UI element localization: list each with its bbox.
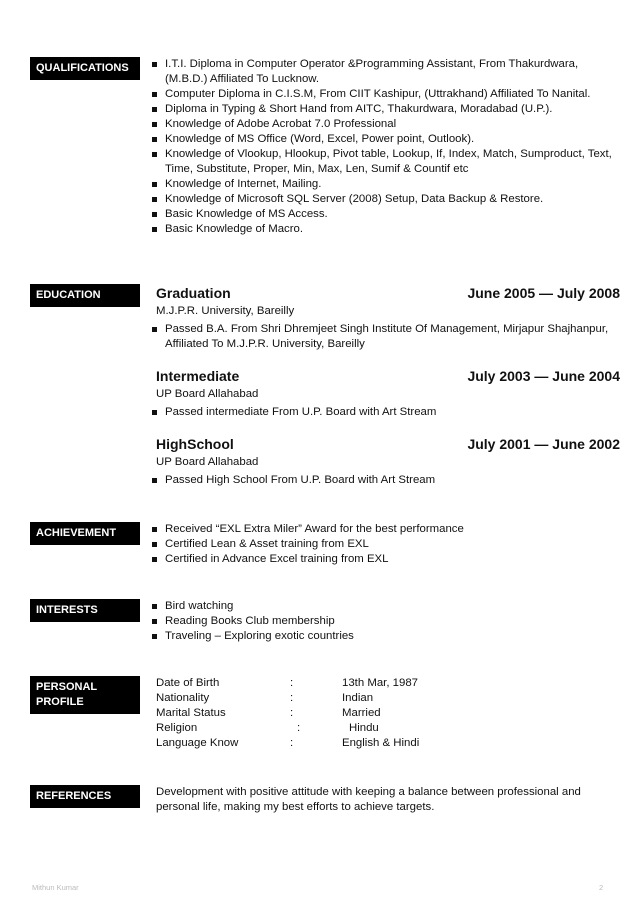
education-entry-dates: July 2001 — June 2002 <box>467 436 620 452</box>
personal-profile-table <box>156 676 419 751</box>
education-entry-title: Intermediate <box>156 368 240 384</box>
references-text: Development with positive attitude with keeping a balance between professional and personal life, making my best efforts to achieve targets. <box>156 786 581 813</box>
list-item: Reading Books Club membership <box>156 614 620 629</box>
profile-value: Hindu <box>349 722 379 734</box>
education-entry-details <box>156 473 620 488</box>
education-label: EDUCATION <box>30 284 140 307</box>
qualifications-list <box>156 57 620 237</box>
interests-content <box>156 599 620 644</box>
personal-profile-label <box>30 676 140 714</box>
list-item: Passed High School From U.P. Board with Art Stream <box>156 473 620 488</box>
list-item: Computer Diploma in C.I.S.M, From CIIT Kashipur, (Uttrakhand) Affiliated To Nanital. <box>156 87 620 102</box>
references-label: REFERENCES <box>30 785 140 808</box>
list-item: Knowledge of Adobe Acrobat 7.0 Professional <box>156 117 620 132</box>
education-entry-institution: M.J.P.R. University, Bareilly <box>156 305 295 317</box>
list-item: Knowledge of Microsoft SQL Server (2008) Setup, Data Backup & Restore. <box>156 192 620 207</box>
achievement-list <box>156 522 620 567</box>
list-item: Knowledge of Vlookup, Hlookup, Pivot table, Lookup, If, Index, Match, Sumproduct, Text, Time, Substitute, Proper, Min, Max, Len, Sumif & Countif etc <box>156 147 620 177</box>
personal-profile-label-line1: PERSONAL <box>36 681 98 693</box>
profile-value: 13th Mar, 1987 <box>342 677 418 689</box>
footer-name: Mithun Kumar <box>32 883 79 892</box>
profile-key: Marital Status <box>156 707 226 719</box>
education-content <box>156 284 620 503</box>
list-item: Diploma in Typing & Short Hand from AITC, Thakurdwara, Moradabad (U.P.). <box>156 102 620 117</box>
achievement-label: ACHIEVEMENT <box>30 522 140 545</box>
education-entry-details <box>156 322 620 352</box>
education-entry-highschool <box>156 435 620 488</box>
profile-key: Religion <box>156 722 198 734</box>
list-item: Knowledge of Internet, Mailing. <box>156 177 620 192</box>
education-entry-institution: UP Board Allahabad <box>156 388 259 400</box>
qualifications-label: QUALIFICATIONS <box>30 57 140 80</box>
education-entry-institution: UP Board Allahabad <box>156 456 259 468</box>
profile-separator: : <box>290 707 294 719</box>
education-entry-header <box>156 367 620 385</box>
education-entry-details <box>156 405 620 420</box>
profile-separator: : <box>290 737 294 749</box>
achievement-content <box>156 522 620 567</box>
interests-label: INTERESTS <box>30 599 140 622</box>
list-item: Passed B.A. From Shri Dhremjeet Singh Institute Of Management, Mirjapur Shajhanpur, Affiliated To M.J.P.R. University, Bareilly <box>156 322 620 352</box>
profile-key: Nationality <box>156 692 210 704</box>
list-item: Knowledge of MS Office (Word, Excel, Power point, Outlook). <box>156 132 620 147</box>
personal-profile-content <box>156 676 620 751</box>
table-row <box>156 736 419 751</box>
list-item: Traveling – Exploring exotic countries <box>156 629 620 644</box>
profile-separator: : <box>297 722 301 734</box>
list-item: I.T.I. Diploma in Computer Operator &Programming Assistant, From Thakurdwara, (M.B.D.) Affiliated To Lucknow. <box>156 57 620 87</box>
profile-key: Date of Birth <box>156 677 220 689</box>
list-item: Certified in Advance Excel training from EXL <box>156 552 620 567</box>
list-item: Basic Knowledge of Macro. <box>156 222 620 237</box>
education-entry-title: Graduation <box>156 285 231 301</box>
footer-page-number: 2 <box>599 883 604 892</box>
education-entry-header <box>156 284 620 302</box>
table-row <box>156 721 419 736</box>
personal-profile-label-line2: PROFILE <box>36 696 84 708</box>
profile-value: Indian <box>342 692 374 704</box>
list-item: Passed intermediate From U.P. Board with Art Stream <box>156 405 620 420</box>
education-entry-intermediate <box>156 367 620 420</box>
profile-value: English & Hindi <box>342 737 420 749</box>
qualifications-content <box>156 57 620 237</box>
profile-key: Language Know <box>156 737 239 749</box>
profile-separator: : <box>290 677 294 689</box>
list-item: Bird watching <box>156 599 620 614</box>
education-entry-graduation <box>156 284 620 352</box>
table-row <box>156 706 419 721</box>
profile-value: Married <box>342 707 381 719</box>
list-item: Received “EXL Extra Miler” Award for the best performance <box>156 522 620 537</box>
profile-separator: : <box>290 692 294 704</box>
table-row <box>156 676 419 691</box>
references-content <box>156 785 620 815</box>
education-entry-dates: July 2003 — June 2004 <box>467 368 620 384</box>
education-entry-title: HighSchool <box>156 436 234 452</box>
table-row <box>156 691 419 706</box>
list-item: Basic Knowledge of MS Access. <box>156 207 620 222</box>
education-entry-header <box>156 435 620 453</box>
interests-list <box>156 599 620 644</box>
list-item: Certified Lean & Asset training from EXL <box>156 537 620 552</box>
education-entry-dates: June 2005 — July 2008 <box>467 285 620 301</box>
